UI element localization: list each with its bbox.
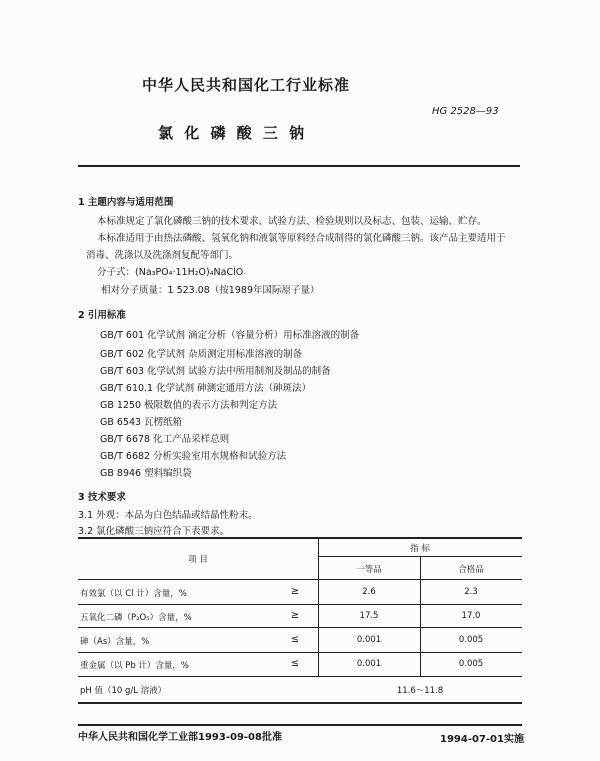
section-2-heading: 2 引用标准 [78,310,126,321]
ref-item: GB/T 602 化学试剂 杂质测定用标准溶液的制备 [100,349,303,360]
header-first-grade: 一等品 [356,565,382,575]
row-qualified-value: 0.005 [458,659,484,669]
header-qualified: 合格品 [458,565,484,575]
row-item: 重金属（以 Pb 计）含量，% [80,661,190,671]
ref-item: GB 8946 塑料编织袋 [100,468,192,479]
row-operator: ≥ [290,610,300,621]
header-item: 项 目 [188,555,208,565]
ref-item: GB 6543 瓦楞纸箱 [100,417,183,428]
ref-item: GB/T 603 化学试剂 试验方法中所用制剂及制品的制备 [100,366,331,377]
footer-rule [78,724,522,726]
molecular-mass: 相对分子质量：1 523.08（按1989年国际原子量） [101,285,320,296]
ref-item: GB/T 601 化学试剂 滴定分析（容量分析）用标准溶液的制备 [100,330,360,341]
row-first-value: 0.001 [356,635,382,645]
row-operator: ≤ [290,634,300,645]
row-first-value: 2.6 [362,587,376,597]
section-3-heading: 3 技术要求 [78,492,126,503]
row-qualified-value: 17.0 [461,611,481,621]
row-first-value: 0.001 [356,659,382,669]
section-1-line-3: 消毒、洗涤以及洗涤剂复配等部门。 [86,250,239,261]
row-operator: ≤ [290,658,300,669]
approval-line: 中华人民共和国化学工业部1993-09-08批准 [78,732,282,743]
standard-category: 中华人民共和国化工行业标准 [142,76,351,94]
header-index: 指 标 [410,544,430,554]
standard-code: HG 2528—93 [432,106,499,117]
implementation-date: 1994-07-01实施 [440,734,524,745]
row-first-value: 17.5 [359,611,379,621]
section-1-line-1: 本标准规定了氯化磷酸三钠的技术要求、试验方法、检验规则以及标志、包装、运输、贮存。 [97,216,487,227]
header-rule [78,165,520,167]
molecular-formula: 分子式：(Na₃PO₄·11H₂O)₄NaClO [97,267,244,278]
ref-item: GB/T 6682 分析实验室用水规格和试验方法 [100,451,287,462]
section-1-line-2: 本标准适用于由热法磷酸、氢氧化钠和液氯等原料经合成制得的氯化磷酸三钠。该产品主要适用于 [97,233,506,244]
clause-3-1: 3.1 外观：本品为白色结晶或结晶性粉末。 [78,510,258,521]
row-operator: ≥ [290,586,300,597]
ref-item: GB/T 610.1 化学试剂 砷测定通用方法（砷斑法） [100,383,312,394]
document-title: 氯 化 磷 酸 三 钠 [158,124,308,142]
section-1-heading: 1 主题内容与适用范围 [78,197,174,208]
row-item: 五氧化二磷（P₂O₅）含量，% [80,613,192,623]
row-item: 有效氯（以 Cl 计）含量，% [80,589,187,599]
row-merged-value: 11.6～11.8 [396,686,444,696]
row-qualified-value: 2.3 [464,587,478,597]
row-qualified-value: 0.005 [458,635,484,645]
row-item: pH 值（10 g/L 溶液） [80,686,167,696]
ref-item: GB 1250 极限数值的表示方法和判定方法 [100,400,278,411]
row-item: 砷（As）含量，% [80,637,150,647]
ref-item: GB/T 6678 化工产品采样总则 [100,434,230,445]
clause-3-2: 3.2 氯化磷酸三钠应符合下表要求。 [78,526,230,537]
